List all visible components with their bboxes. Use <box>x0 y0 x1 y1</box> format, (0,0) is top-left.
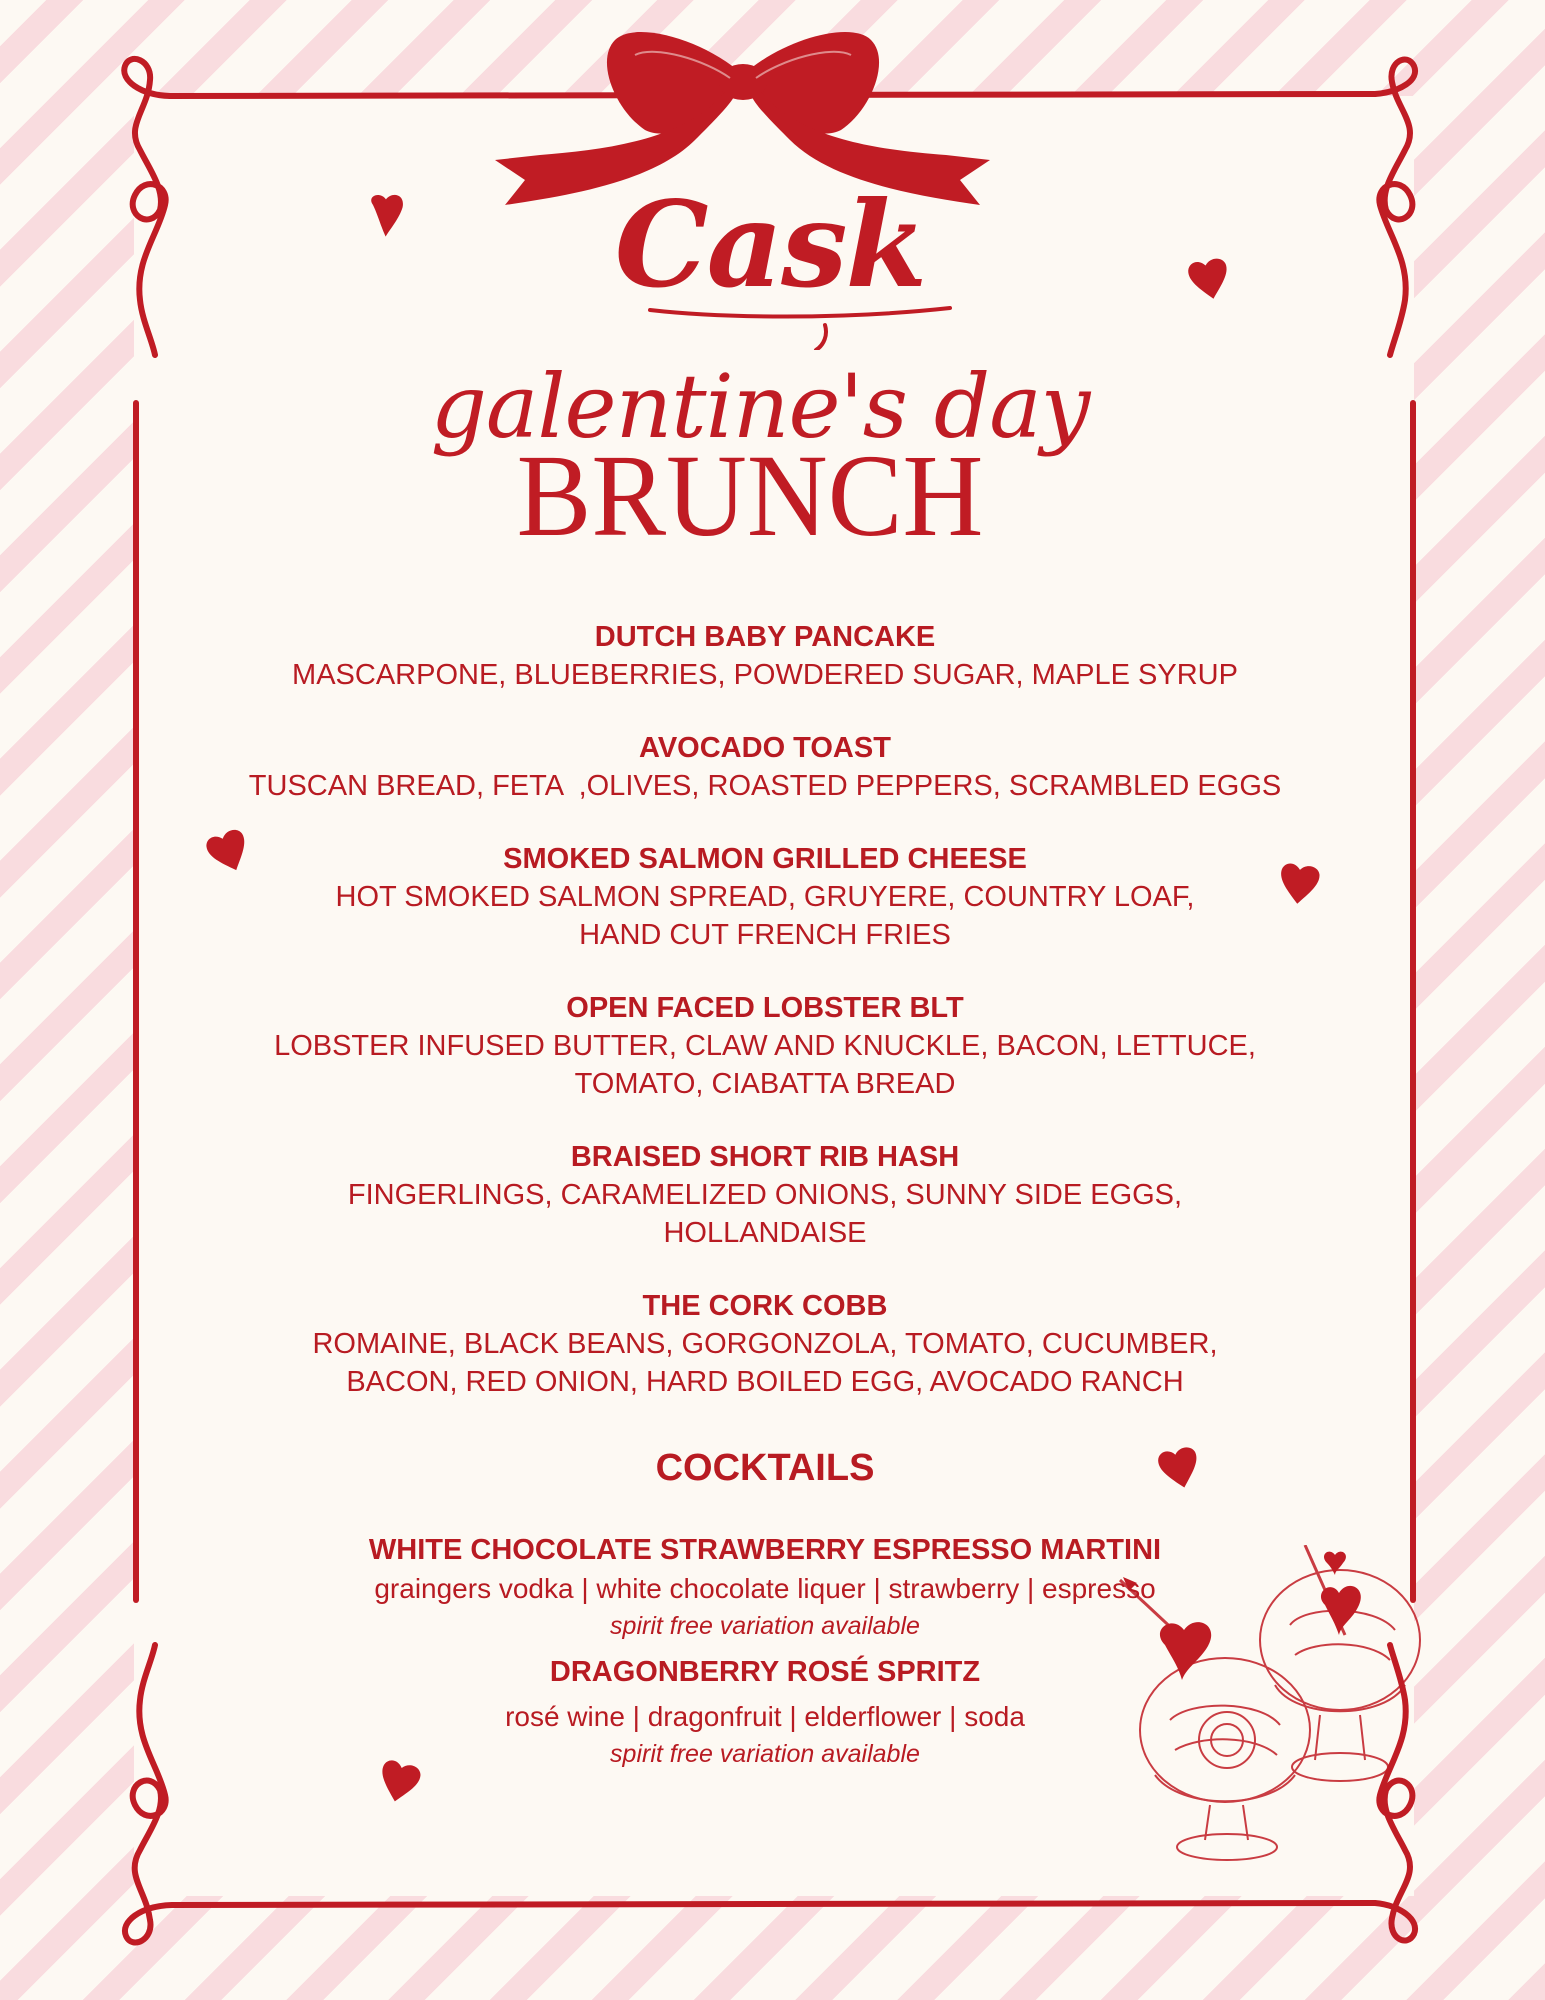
menu-item <box>170 618 1360 694</box>
cocktail-item <box>170 1653 1360 1771</box>
item-name: OPEN FACED LOBSTER BLT <box>566 992 964 1024</box>
menu-item <box>170 840 1360 954</box>
item-description: LOBSTER INFUSED BUTTER, CLAW AND KNUCKLE, BACON, LETTUCE, <box>274 1030 1256 1062</box>
item-description: HOT SMOKED SALMON SPREAD, GRUYERE, COUNTRY LOAF, <box>335 881 1195 913</box>
item-name: AVOCADO TOAST <box>639 732 891 764</box>
cocktail-name: WHITE CHOCOLATE STRAWBERRY ESPRESSO MARTINI <box>368 1534 1162 1566</box>
heart-icon <box>368 190 418 238</box>
item-description: ROMAINE, BLACK BEANS, GORGONZOLA, TOMATO, CUCUMBER, <box>312 1328 1218 1360</box>
item-description-line2: BACON, RED ONION, HARD BOILED EGG, AVOCADO RANCH <box>346 1366 1184 1398</box>
item-name: THE CORK COBB <box>642 1290 888 1322</box>
menu-item <box>170 1287 1360 1401</box>
cocktails-heading: COCKTAILS <box>655 1447 875 1489</box>
item-name: BRAISED SHORT RIB HASH <box>570 1141 960 1173</box>
item-description: FINGERLINGS, CARAMELIZED ONIONS, SUNNY SIDE EGGS, <box>347 1179 1183 1211</box>
item-description: TUSCAN BREAD, FETA ,OLIVES, ROASTED PEPPERS, SCRAMBLED EGGS <box>248 770 1282 802</box>
menu-list <box>170 618 1360 1781</box>
brand-logo: Cask <box>614 175 926 314</box>
item-description-line2: HAND CUT FRENCH FRIES <box>579 919 951 951</box>
cocktail-item <box>170 1531 1360 1643</box>
item-description: MASCARPONE, BLUEBERRIES, POWDERED SUGAR, MAPLE SYRUP <box>292 659 1238 691</box>
cocktail-note: spirit free variation available <box>610 1740 920 1768</box>
item-description-line2: HOLLANDAISE <box>663 1217 867 1249</box>
item-name: SMOKED SALMON GRILLED CHEESE <box>503 843 1027 875</box>
cocktail-name: DRAGONBERRY ROSÉ SPRITZ <box>549 1656 981 1688</box>
item-name: DUTCH BABY PANCAKE <box>594 621 936 653</box>
menu-item <box>170 989 1360 1103</box>
logo-underline <box>640 290 960 350</box>
item-description-line2: TOMATO, CIABATTA BREAD <box>574 1068 956 1100</box>
page-title: BRUNCH <box>516 430 984 562</box>
cocktail-ingredients: rosé wine | dragonfruit | elderflower | soda <box>505 1701 1025 1732</box>
menu-item <box>170 729 1360 805</box>
menu-item <box>170 1138 1360 1252</box>
cocktail-ingredients: graingers vodka | white chocolate liquer | strawberry | espresso <box>374 1573 1156 1604</box>
cocktail-note: spirit free variation available <box>610 1612 920 1640</box>
heart-icon <box>1186 255 1234 303</box>
event-subtitle: galentine's day <box>430 355 1090 458</box>
